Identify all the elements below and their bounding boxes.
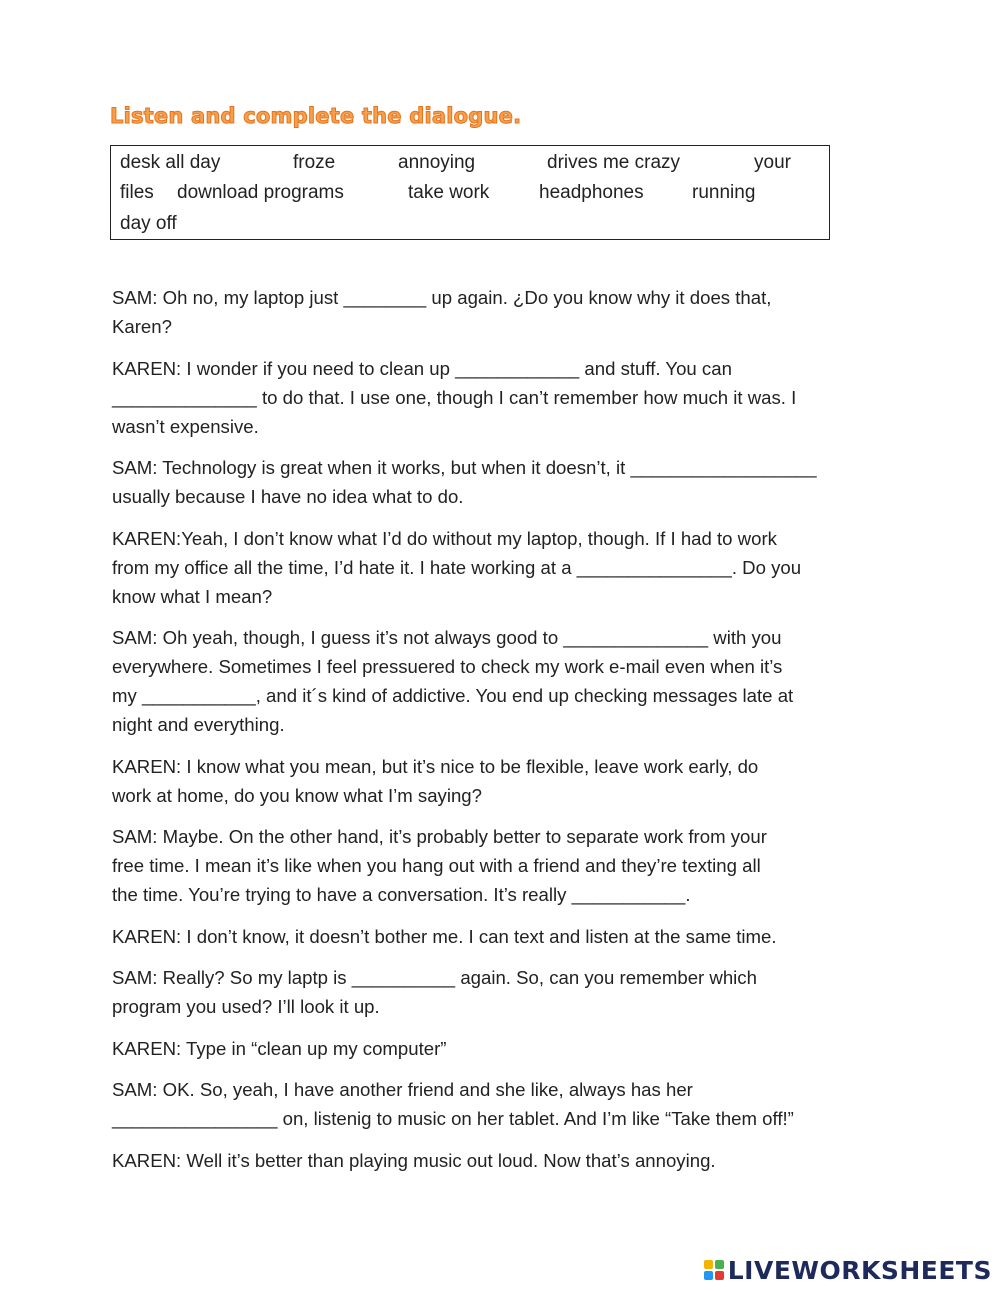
dialogue-line: KAREN: Well it’s better than playing music out loud. Now that’s annoying. bbox=[112, 1149, 716, 1171]
dialogue-line: SAM: Maybe. On the other hand, it’s probably better to separate work from your bbox=[112, 826, 767, 847]
dialogue-line: SAM: Oh no, my laptop just ________ up again. ¿Do you know why it does that, bbox=[112, 287, 772, 308]
dialogue-line: SAM: OK. So, yeah, I have another friend and she like, always has her bbox=[112, 1079, 693, 1100]
word-bank-item: take work bbox=[408, 182, 490, 203]
dialogue-line: my ___________, and it´s kind of addictive. You end up checking messages late at bbox=[112, 685, 794, 706]
dialogue-line: KAREN:Yeah, I don’t know what I’d do without my laptop, though. If I had to work bbox=[112, 527, 777, 549]
dialogue-turn bbox=[112, 623, 897, 739]
word-bank-item: day off bbox=[120, 213, 177, 234]
dialogue-line: Karen? bbox=[112, 316, 172, 337]
dialogue-line: KAREN: I wonder if you need to clean up ____________ and stuff. You can bbox=[112, 357, 732, 379]
dialogue-line: know what I mean? bbox=[112, 585, 273, 607]
word-bank-item: download programs bbox=[177, 182, 344, 203]
dialogue-turn bbox=[112, 354, 897, 441]
dialogue-line: wasn’t expensive. bbox=[112, 415, 259, 437]
word-bank-item: files bbox=[120, 182, 154, 203]
dialogue-turn bbox=[112, 922, 897, 951]
dialogue-turn bbox=[112, 963, 897, 1021]
dialogue-line: usually because I have no idea what to do. bbox=[112, 486, 464, 507]
dialogue-turn bbox=[112, 752, 897, 810]
dialogue-line: ______________ to do that. I use one, though I can’t remember how much it was. I bbox=[112, 386, 797, 408]
word-bank-item: froze bbox=[293, 152, 336, 173]
word-bank-item: annoying bbox=[398, 152, 476, 173]
dialogue-turn bbox=[112, 1075, 897, 1133]
word-bank-item: your bbox=[754, 152, 791, 173]
page-title: Listen and complete the dialogue. bbox=[110, 104, 522, 128]
dialogue-line: KAREN: I don’t know, it doesn’t bother me. I can text and listen at the same time. bbox=[112, 925, 777, 947]
word-bank-item: desk all day bbox=[120, 152, 221, 173]
dialogue-line: program you used? I’ll look it up. bbox=[112, 996, 380, 1017]
dialogue-line: SAM: Technology is great when it works, but when it doesn’t, it __________________ bbox=[112, 457, 817, 478]
word-bank-item: headphones bbox=[539, 182, 644, 203]
dialogue-line: everywhere. Sometimes I feel pressuered to check my work e-mail even when it’s bbox=[112, 656, 783, 677]
dialogue-turn bbox=[112, 822, 897, 909]
word-bank-item: running bbox=[692, 182, 756, 203]
word-bank bbox=[110, 145, 830, 240]
dialogue-turn bbox=[112, 283, 897, 341]
word-bank-item: drives me crazy bbox=[547, 152, 681, 173]
dialogue-turn bbox=[112, 1146, 897, 1175]
dialogue-line: KAREN: I know what you mean, but it’s nice to be flexible, leave work early, do bbox=[112, 755, 759, 777]
liveworksheets-logo bbox=[704, 1255, 992, 1285]
dialogue-line: from my office all the time, I’d hate it. I hate working at a _______________. Do you bbox=[112, 556, 802, 578]
dialogue-line: night and everything. bbox=[112, 714, 285, 735]
dialogue-line: SAM: Really? So my laptp is __________ again. So, can you remember which bbox=[112, 967, 757, 988]
dialogue-line: SAM: Oh yeah, though, I guess it’s not always good to ______________ with you bbox=[112, 627, 782, 648]
dialogue-turn bbox=[112, 524, 897, 611]
liveworksheets-logo-icon bbox=[704, 1260, 724, 1280]
dialogue-line: free time. I mean it’s like when you hang out with a friend and they’re texting all bbox=[112, 855, 761, 876]
logo-text: LIVEWORKSHEETS bbox=[727, 1255, 992, 1285]
dialogue bbox=[112, 283, 897, 1187]
dialogue-turn bbox=[112, 453, 897, 511]
dialogue-line: ________________ on, listenig to music on her tablet. And I’m like “Take them off!” bbox=[112, 1108, 794, 1129]
dialogue-line: KAREN: Type in “clean up my computer” bbox=[112, 1037, 447, 1059]
dialogue-line: work at home, do you know what I’m saying? bbox=[112, 784, 482, 806]
dialogue-line: the time. You’re trying to have a conversation. It’s really ___________. bbox=[112, 884, 691, 905]
dialogue-turn bbox=[112, 1034, 897, 1063]
